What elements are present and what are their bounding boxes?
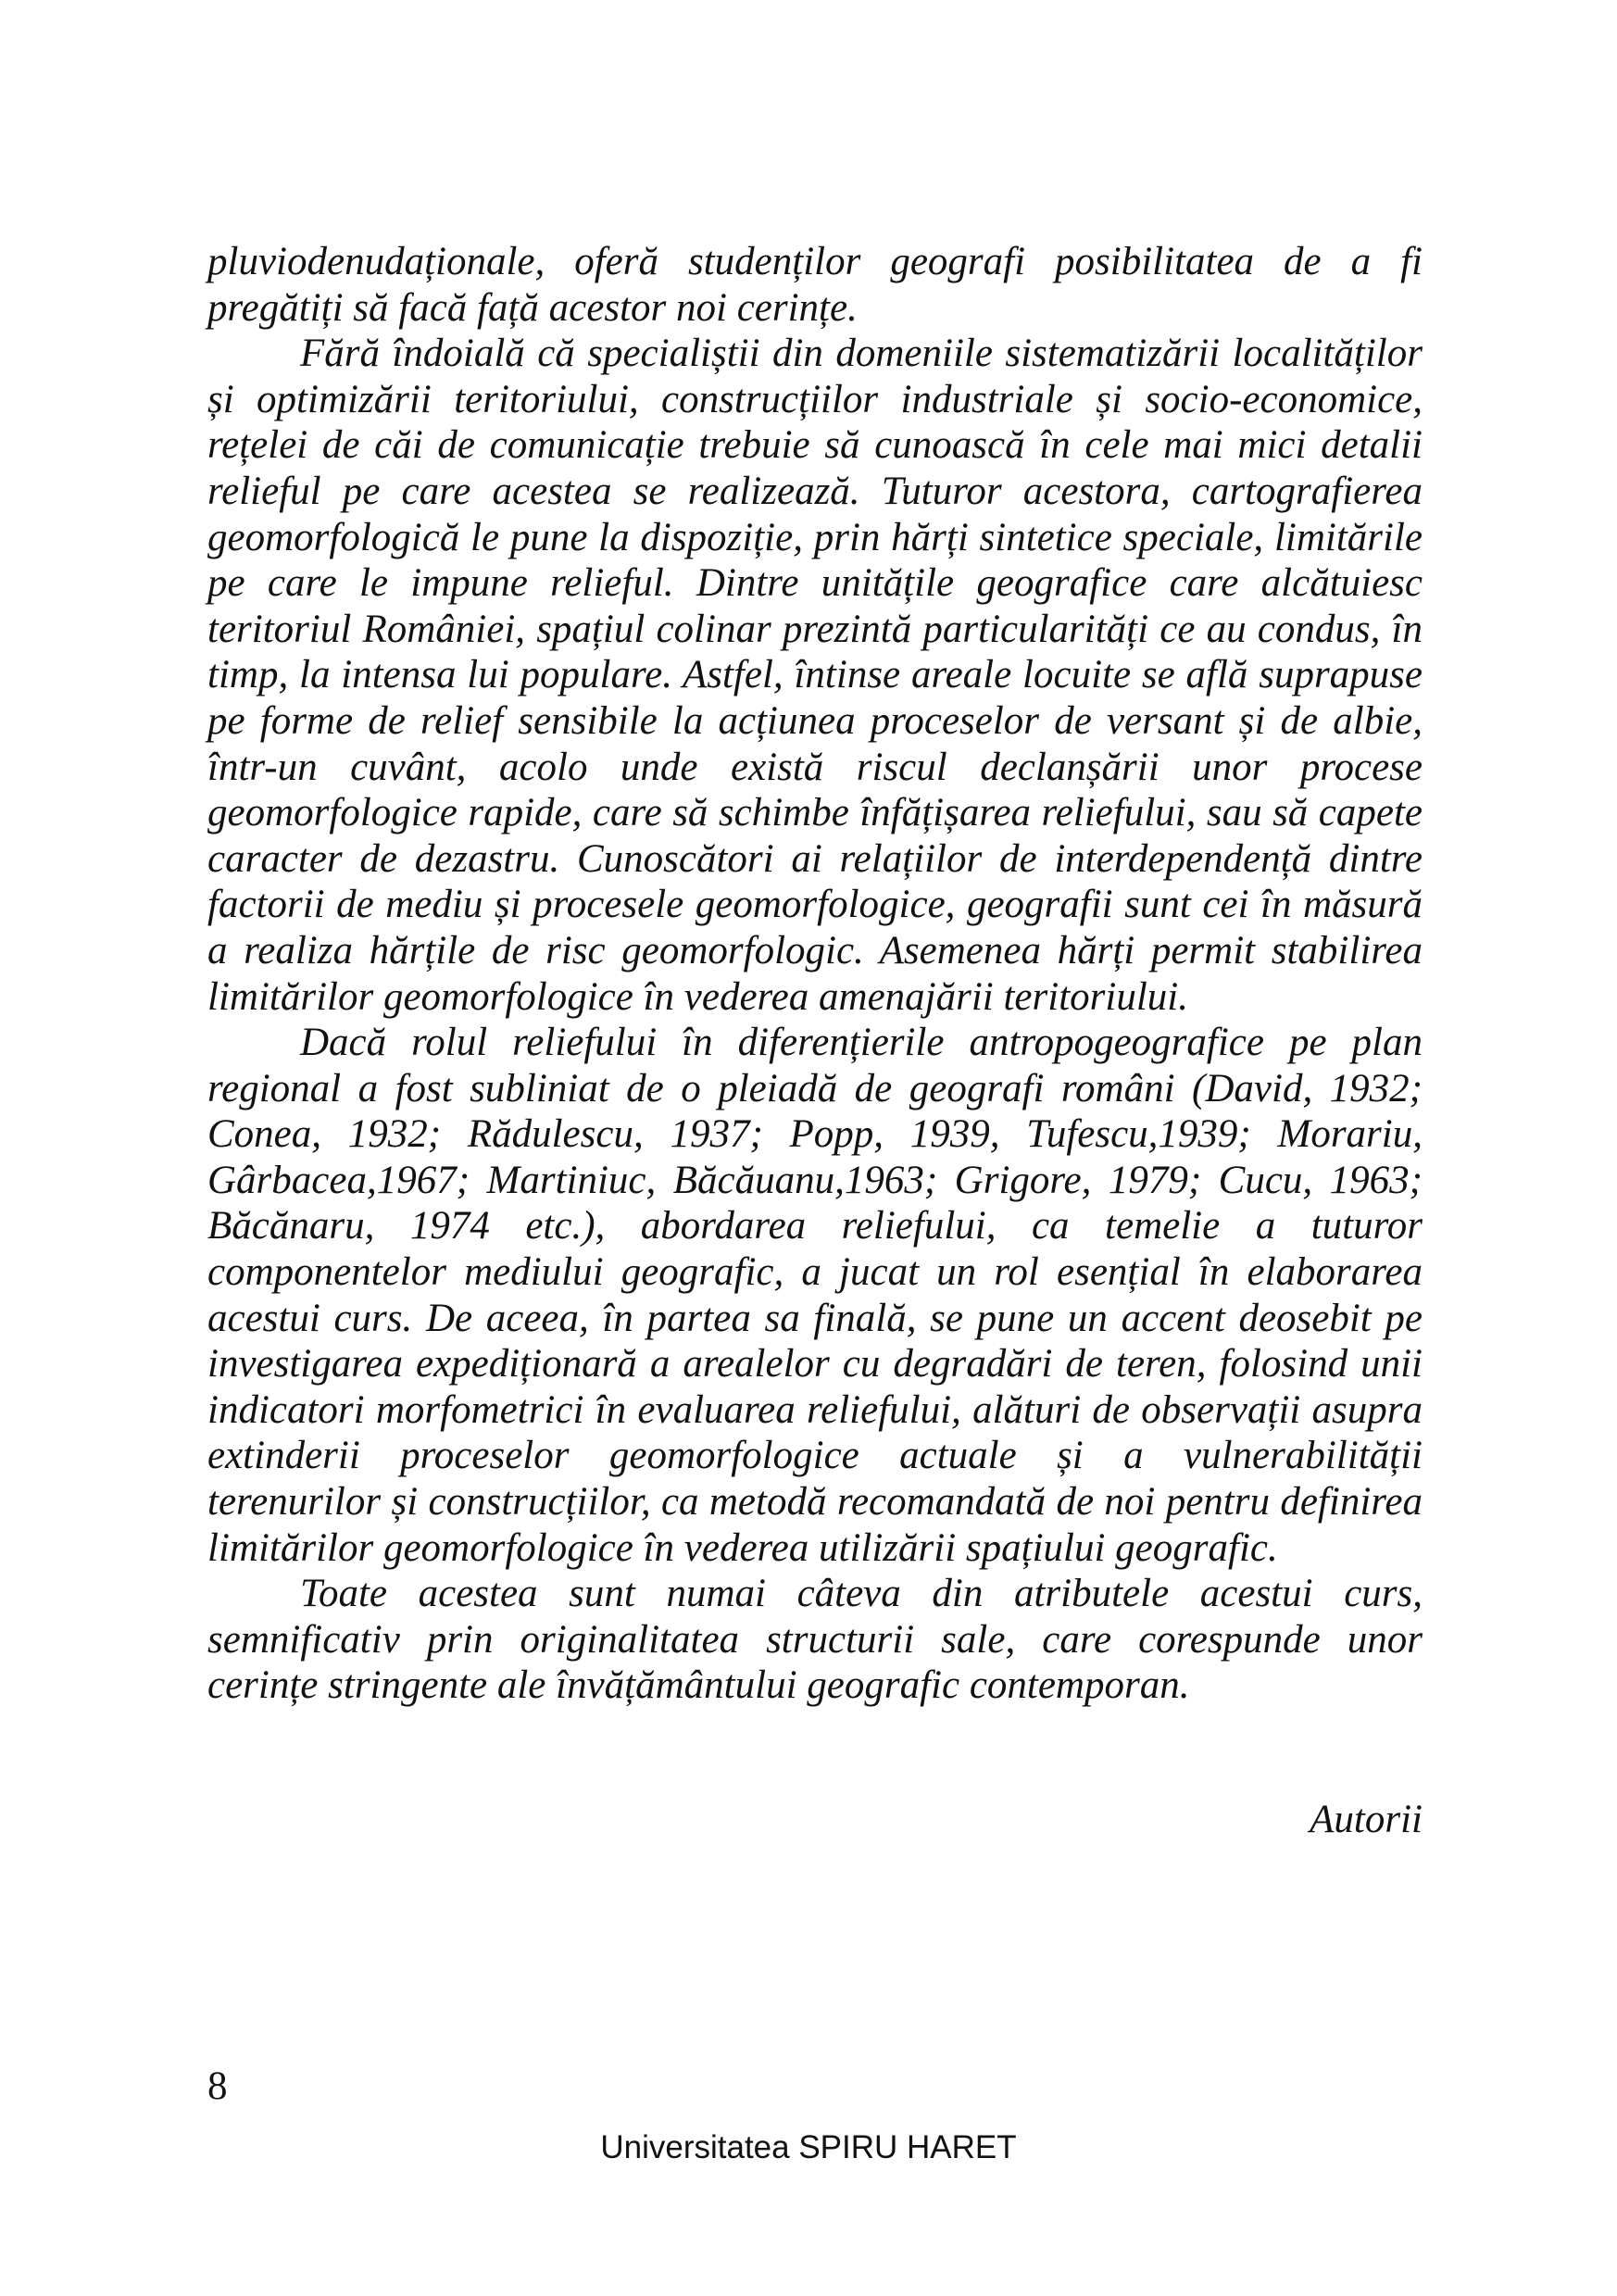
body-text [207,239,1423,1709]
paragraph-specialists: Fără îndoială că specialiștii din domeniile sistematizării localităților și optimizării teritoriului, construcțiilor industriale și socio-economice, rețelei de căi de comunicație trebuie să cunoască în cele mai mici detalii relieful pe care acestea se realizează. Tuturor acestora, cartografierea geomorfologică le pune la dispoziție, prin hărți sintetice speciale, limitările pe care le impune relieful. Dintre unitățile geografice care alcătuiesc teritoriul României, spațiul colinar prezintă particularități ce au condus, în timp, la intensa lui populare. Astfel, întinse areale locuite se află suprapuse pe forme de relief sensibile la acțiunea proceselor de versant și de albie, într-un cuvânt, acolo unde există riscul declanșării unor procese geomorfologice rapide, care să schimbe înfățișarea reliefului, sau să capete caracter de dezastru. Cunoscători ai relațiilor de interdependență dintre factorii de mediu și procesele geomorfologice, geografii sunt cei în măsură a realiza hărțile de risc geomorfologic. Asemenea hărți permit stabilirea limitărilor geomorfologice în vederea amenajării teritoriului. [207,332,1423,1019]
paragraph-continuation: pluviodenudaționale, oferă studenților geografi posibilitatea de a fi pregătiți să facă față acestor noi cerințe. [207,240,1423,330]
paragraph-attributes: Toate acestea sunt numai câteva din atributele acestui curs, semnificativ prin originalitatea structurii sale, care corespunde unor cerințe stringente ale învățământului geografic contemporan. [207,1572,1423,1708]
signature: Autorii [1310,1798,1423,1841]
paragraph-relief-role: Dacă rolul reliefului în diferențierile antropogeografice pe plan regional a fost subliniat de o pleiadă de geografi români (David, 1932; Conea, 1932; Rădulescu, 1937; Popp, 1939, Tufescu,1939; Morariu, Gârbacea,1967; Martiniuc, Băcăuanu,1963; Grigore, 1979; Cucu, 1963; Băcănaru, 1974 etc.), abordarea reliefului, ca temelie a tuturor componentelor mediului geografic, a jucat un rol esențial în elaborarea acestui curs. De aceea, în partea sa finală, se pune un accent deosebit pe investigarea expediționară a arealelor cu degradări de teren, folosind unii indicatori morfometrici în evaluarea reliefului, alături de observații asupra extinderii proceselor geomorfologice actuale și a vulnerabilității terenurilor și construcțiilor, ca metodă recomandată de noi pentru definirea limitărilor geomorfologice în vederea utilizării spațiului geografic. [207,1021,1423,1570]
page-number: 8 [207,2064,228,2108]
footer-institution: Universitatea SPIRU HARET [600,2129,1017,2165]
